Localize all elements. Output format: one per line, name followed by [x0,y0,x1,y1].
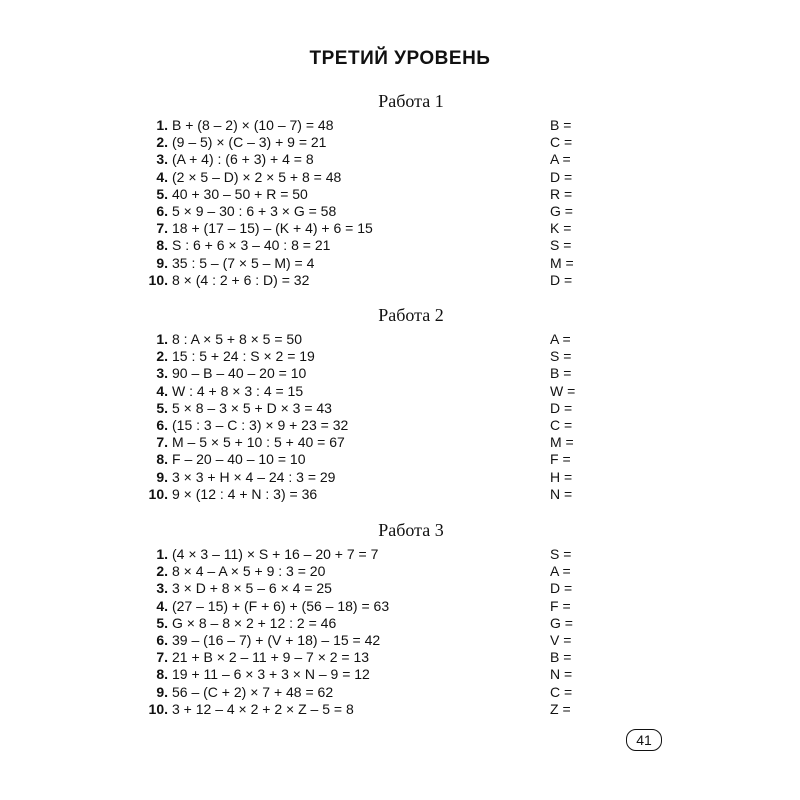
task-row [0,383,800,400]
task-number: 7. [156,649,168,666]
task-row [0,348,800,365]
task-number: 2. [156,563,168,580]
task-equation: 19 + 11 – 6 × 3 + 3 × N – 9 = 12 [172,666,370,683]
task-answer-label: C = [550,134,573,151]
task-answer-label: F = [550,451,571,468]
task-equation: (15 : 3 – C : 3) × 9 + 23 = 32 [172,416,349,433]
task-answer-label: F = [550,597,571,614]
task-row [0,598,800,615]
task-number: 3. [156,151,168,168]
task-number: 4. [156,168,168,185]
task-equation: 8 × 4 – A × 5 + 9 : 3 = 20 [172,563,326,580]
task-row [0,186,800,203]
task-row [0,203,800,220]
task-row [0,546,800,563]
task-number: 2. [156,134,168,151]
task-number: 5. [156,614,168,631]
task-equation: (27 – 15) + (F + 6) + (56 – 18) = 63 [172,597,390,614]
task-equation: 5 × 8 – 3 × 5 + D × 3 = 43 [172,399,332,416]
task-row [0,632,800,649]
task-row [0,486,800,503]
task-equation: G × 8 – 8 × 2 + 12 : 2 = 46 [172,614,337,631]
task-number: 1. [156,546,168,562]
task-number: 9. [156,254,168,271]
task-row [0,469,800,486]
task-row [0,272,800,289]
task-answer-label: D = [550,168,573,185]
task-number: 10. [148,485,168,502]
task-number: 10. [148,700,168,717]
task-number: 1. [156,117,168,133]
task-row [0,220,800,237]
task-answer-label: B = [550,365,572,382]
task-list [0,546,800,718]
task-answer-label: R = [550,185,573,202]
task-equation: (4 × 3 – 11) × S + 16 – 20 + 7 = 7 [172,546,379,562]
task-row [0,117,800,134]
task-number: 3. [156,580,168,597]
task-answer-label: V = [550,631,572,648]
task-equation: 3 × 3 + H × 4 – 24 : 3 = 29 [172,468,336,485]
task-row [0,237,800,254]
task-equation: 3 × D + 8 × 5 – 6 × 4 = 25 [172,580,332,597]
task-row [0,331,800,348]
task-list [0,117,800,289]
task-row [0,649,800,666]
task-answer-label: B = [550,117,572,133]
task-equation: 40 + 30 – 50 + R = 50 [172,185,308,202]
task-answer-label: B = [550,649,572,666]
task-equation: 5 × 9 – 30 : 6 + 3 × G = 58 [172,202,337,219]
section-heading: Работа 1 [378,91,444,111]
task-equation: 56 – (C + 2) × 7 + 48 = 62 [172,683,334,700]
task-number: 2. [156,348,168,365]
task-answer-label: A = [550,151,571,168]
task-number: 6. [156,202,168,219]
task-row [0,684,800,701]
task-equation: 15 : 5 + 24 : S × 2 = 19 [172,348,315,365]
task-row [0,417,800,434]
task-number: 10. [148,271,168,288]
task-answer-label: A = [550,331,571,347]
task-row [0,451,800,468]
task-equation: M – 5 × 5 + 10 : 5 + 40 = 67 [172,434,345,451]
task-equation: 3 + 12 – 4 × 2 + 2 × Z – 5 = 8 [172,700,354,717]
task-equation: 8 × (4 : 2 + 6 : D) = 32 [172,271,310,288]
task-number: 8. [156,237,168,254]
task-equation: S : 6 + 6 × 3 – 40 : 8 = 21 [172,237,331,254]
task-equation: 8 : A × 5 + 8 × 5 = 50 [172,331,302,347]
task-row [0,365,800,382]
task-answer-label: M = [550,254,574,271]
page-number: 41 [626,729,662,751]
task-equation: B + (8 – 2) × (10 – 7) = 48 [172,117,334,133]
task-equation: 90 – B – 40 – 20 = 10 [172,365,307,382]
task-answer-label: S = [550,546,572,562]
task-list [0,331,800,503]
task-answer-label: S = [550,237,572,254]
task-row [0,255,800,272]
task-number: 8. [156,666,168,683]
task-answer-label: N = [550,666,573,683]
task-answer-label: G = [550,202,573,219]
task-number: 4. [156,597,168,614]
task-number: 5. [156,399,168,416]
task-number: 7. [156,434,168,451]
task-number: 1. [156,331,168,347]
task-equation: 21 + B × 2 – 11 + 9 – 7 × 2 = 13 [172,649,370,666]
task-answer-label: K = [550,220,572,237]
task-equation: (A + 4) : (6 + 3) + 4 = 8 [172,151,314,168]
task-equation: 18 + (17 – 15) – (K + 4) + 6 = 15 [172,220,373,237]
task-number: 5. [156,185,168,202]
task-number: 4. [156,382,168,399]
task-answer-label: H = [550,468,573,485]
task-answer-label: D = [550,580,573,597]
task-number: 9. [156,468,168,485]
task-answer-label: N = [550,485,573,502]
task-row [0,434,800,451]
task-answer-label: A = [550,563,571,580]
task-equation: 9 × (12 : 4 + N : 3) = 36 [172,485,318,502]
section-heading: Работа 2 [378,305,444,325]
task-row [0,580,800,597]
task-row [0,151,800,168]
task-number: 7. [156,220,168,237]
task-answer-label: Z = [550,700,571,717]
task-equation: 35 : 5 – (7 × 5 – M) = 4 [172,254,315,271]
task-row [0,701,800,718]
task-equation: (2 × 5 – D) × 2 × 5 + 8 = 48 [172,168,342,185]
task-number: 9. [156,683,168,700]
section-heading: Работа 3 [378,520,444,540]
page-title: ТРЕТИЙ УРОВЕНЬ [309,48,491,69]
task-row [0,134,800,151]
task-equation: F – 20 – 40 – 10 = 10 [172,451,306,468]
task-answer-label: C = [550,416,573,433]
task-row [0,169,800,186]
task-answer-label: D = [550,271,573,288]
task-number: 3. [156,365,168,382]
task-answer-label: S = [550,348,572,365]
task-row [0,563,800,580]
task-row [0,666,800,683]
task-equation: 39 – (16 – 7) + (V + 18) – 15 = 42 [172,631,381,648]
task-number: 6. [156,631,168,648]
task-answer-label: W = [550,382,576,399]
task-answer-label: G = [550,614,573,631]
task-answer-label: M = [550,434,574,451]
task-row [0,615,800,632]
task-equation: W : 4 + 8 × 3 : 4 = 15 [172,382,304,399]
task-answer-label: D = [550,399,573,416]
task-equation: (9 – 5) × (C – 3) + 9 = 21 [172,134,327,151]
task-number: 8. [156,451,168,468]
task-answer-label: C = [550,683,573,700]
task-number: 6. [156,416,168,433]
task-row [0,400,800,417]
